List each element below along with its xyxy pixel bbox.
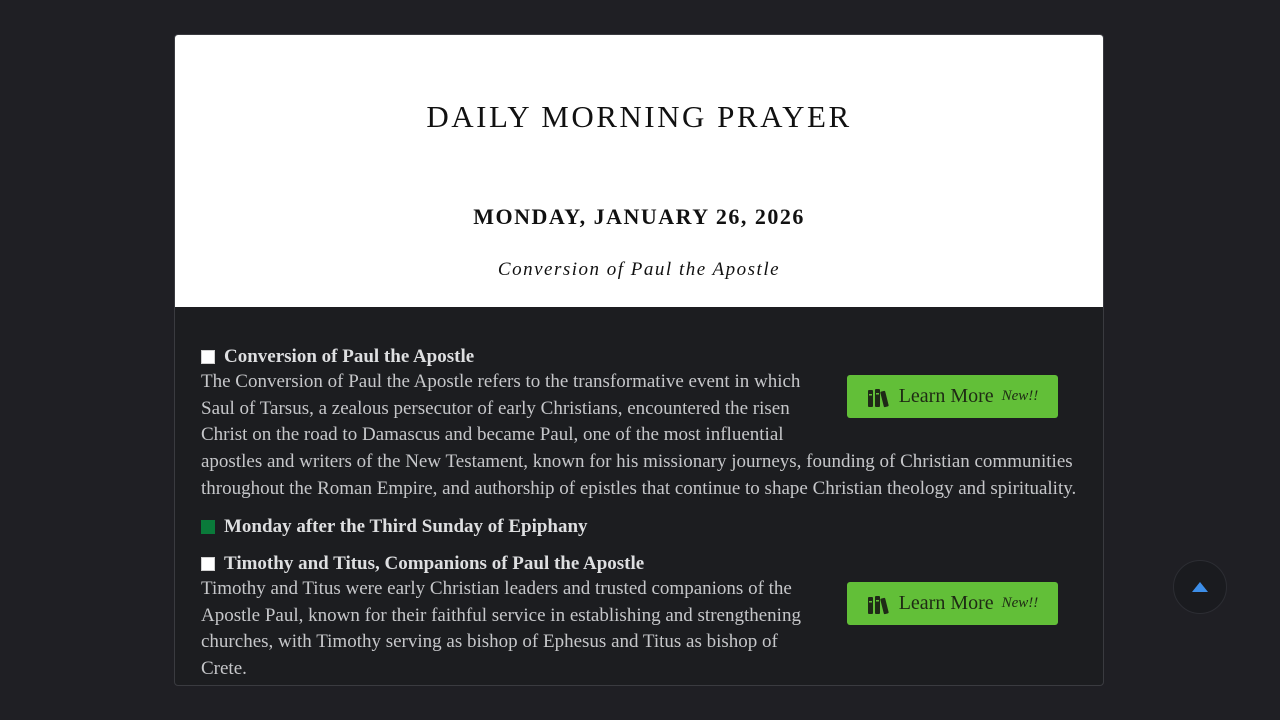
observance-item	[201, 345, 1077, 503]
learn-more-label: Learn More	[898, 385, 994, 407]
observance-description: The Conversion of Paul the Apostle refers to the transformative event in which Saul of Tarsus, a zealous persecutor of early Christians, encountered the risen Christ on the road to Damascus and became Paul, one of the most influential apostles and writers of the New Testament, known for his missionary journeys, founding of Christian communities throughout the Roman Empire, and authorship of epistles that continue to shape Christian theology and spirituality.	[201, 371, 1077, 499]
learn-more-button[interactable]	[847, 375, 1058, 418]
page-title: DAILY MORNING PRAYER	[426, 99, 852, 134]
liturgical-color-swatch	[201, 350, 215, 364]
prayer-card	[174, 34, 1104, 686]
triangle-up-icon	[1191, 581, 1209, 593]
new-badge: New!!	[1001, 595, 1039, 611]
learn-more-button[interactable]	[847, 582, 1058, 625]
observance-title: Conversion of Paul the Apostle	[224, 346, 475, 367]
new-badge: New!!	[1001, 388, 1039, 404]
observance-header	[201, 345, 1077, 369]
feast-subtitle: Conversion of Paul the Apostle	[497, 259, 781, 280]
liturgical-color-swatch	[201, 520, 215, 534]
prayer-header	[175, 35, 1103, 307]
observance-title: Timothy and Titus, Companions of Paul the Apostle	[224, 553, 645, 574]
scroll-to-top-button[interactable]	[1173, 560, 1227, 614]
observance-description: Timothy and Titus were early Christian leaders and trusted companions of the Apostle Paul, known for their faithful service in establishing and strengthening churches, with Timothy serving as bishop of Ephesus and Titus as bishop of Crete.	[201, 578, 801, 680]
liturgical-color-swatch	[201, 557, 215, 571]
prayer-date: MONDAY, JANUARY 26, 2026	[473, 204, 805, 229]
learn-more-label: Learn More	[898, 592, 994, 614]
books-icon	[867, 386, 889, 408]
observance-item	[201, 552, 1077, 683]
observances-list	[175, 307, 1103, 685]
books-icon	[867, 593, 889, 615]
observance-item	[201, 515, 1077, 539]
observance-header	[201, 515, 1077, 539]
observance-title: Monday after the Third Sunday of Epiphany	[224, 516, 588, 537]
observance-header	[201, 552, 1077, 576]
